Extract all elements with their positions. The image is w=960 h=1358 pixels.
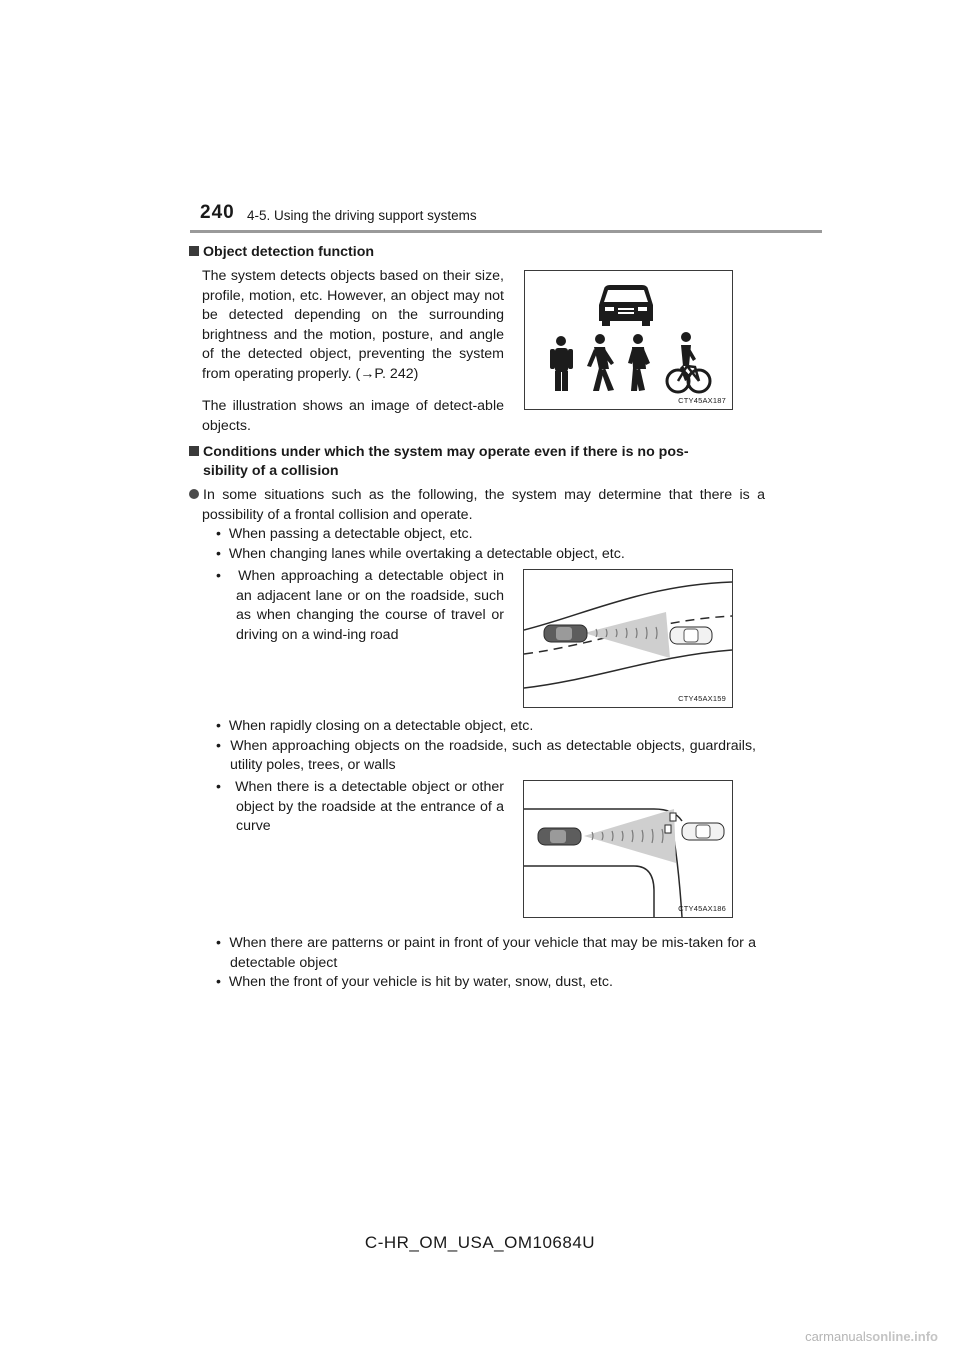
object-detection-paragraph: The system detects objects based on their size, profile, motion, etc. However, an object may not be detected depending on the surrounding brightness and the motion, posture, and angle of the detected object, preventing the system from operating properly. (→P. 242) xyxy=(202,268,504,382)
section-title: 4-5. Using the driving support systems xyxy=(247,208,477,223)
watermark[interactable]: carmanualsonline.info xyxy=(805,1329,938,1344)
list-item: • When rapidly closing on a detectable object, etc. xyxy=(216,718,534,734)
target-car-icon xyxy=(682,823,724,840)
conditions-heading-line1: Conditions under which the system may operate even if there is no pos- xyxy=(203,444,689,460)
square-bullet-icon xyxy=(189,246,199,256)
list-item-adjacent: • When approaching a detectable object in an adjacent lane or on the roadside, such as when changing the course of travel or driving on a wind-ing road xyxy=(216,568,504,643)
conditions-heading-line2: sibility of a collision xyxy=(203,463,339,479)
list-item: • When changing lanes while overtaking a detectable object, etc. xyxy=(216,545,625,562)
round-bullet-icon xyxy=(189,489,199,499)
detectable-objects-figure xyxy=(524,270,733,410)
list-item: • When approaching objects on the roadside, such as detectable objects, guardrails, utility poles, trees, or walls xyxy=(216,737,756,774)
conditions-heading xyxy=(189,443,759,481)
cyclist-icon xyxy=(667,332,710,392)
standing-person-icon xyxy=(550,336,573,391)
own-car-icon xyxy=(544,625,587,642)
figure-code: CTY45AX187 xyxy=(678,396,726,405)
illustration-note: The illustration shows an image of detect-able objects. xyxy=(202,398,504,434)
list-item: • When passing a detectable object, etc. xyxy=(216,526,473,542)
page-number: 240 xyxy=(200,202,235,223)
curve-entrance-illustration xyxy=(524,781,732,917)
square-bullet-icon xyxy=(189,446,199,456)
curve-entrance-figure xyxy=(523,780,733,918)
list-item: • When there are patterns or paint in front of your vehicle that may be mis-taken for a detectable object xyxy=(216,935,756,971)
list-item: • When the front of your vehicle is hit by water, snow, dust, etc. xyxy=(216,974,613,991)
list-group-b xyxy=(216,717,756,776)
list-group-a xyxy=(216,525,756,564)
walking-person-icon xyxy=(587,334,614,391)
conditions-intro xyxy=(189,486,765,525)
conditions-intro-text: In some situations such as the following, the system may determine that there is a possibility of a frontal collision and operate. xyxy=(202,487,765,523)
header-divider xyxy=(190,230,822,233)
object-detection-heading-text: Object detection function xyxy=(203,244,375,260)
list-item-curve: • When there is a detectable object or other object by the roadside at the entrance of a curve xyxy=(216,779,504,835)
document-id: C-HR_OM_USA_OM10684U xyxy=(364,1233,596,1252)
object-detection-heading xyxy=(189,243,374,262)
running-person-icon xyxy=(628,334,650,391)
detectable-objects-illustration xyxy=(525,271,732,409)
figure-code: CTY45AX186 xyxy=(678,904,726,913)
adjacent-lane-figure xyxy=(523,569,733,708)
figure-code: CTY45AX159 xyxy=(678,694,726,703)
car-front-icon xyxy=(599,285,653,326)
own-car-icon xyxy=(538,828,581,845)
adjacent-lane-illustration xyxy=(524,570,732,707)
list-group-c xyxy=(216,934,756,993)
target-car-icon xyxy=(670,627,712,644)
